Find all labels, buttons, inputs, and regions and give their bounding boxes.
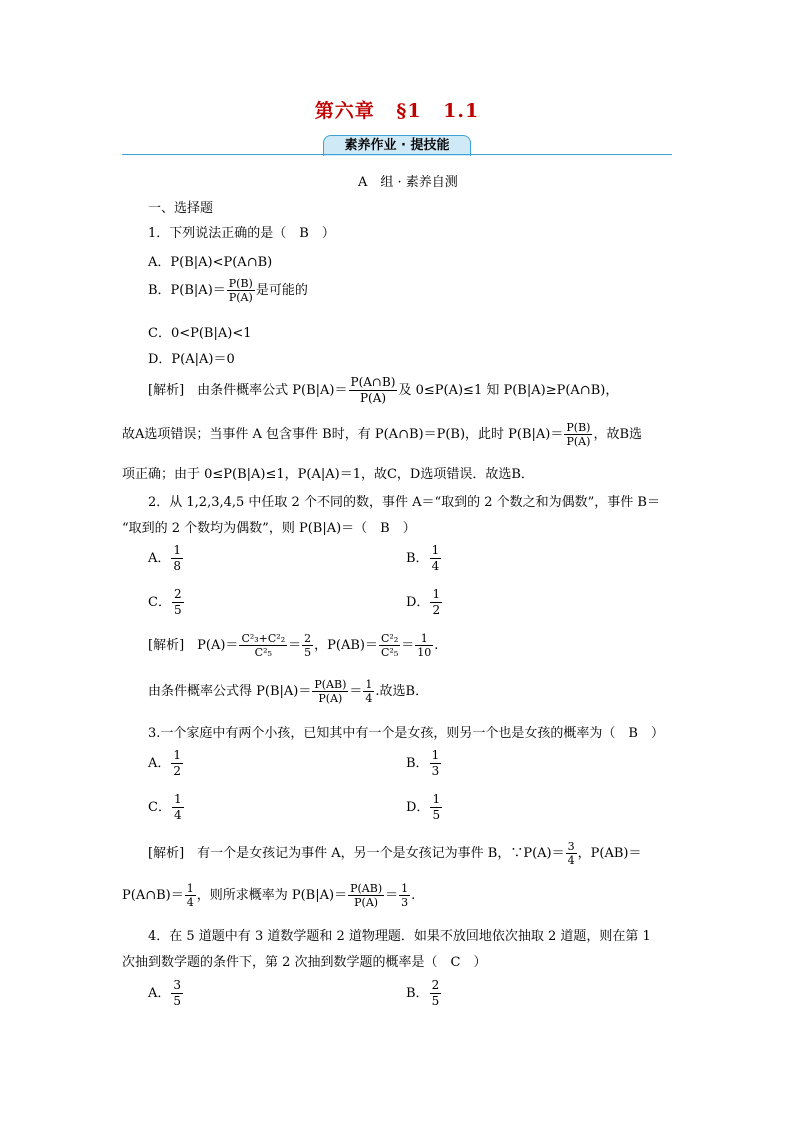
q1-option-d: D．P(A|A)＝0 <box>148 352 235 367</box>
text: [解析] 由条件概率公式 P(B|A)＝ <box>148 383 348 398</box>
fraction <box>415 632 433 659</box>
numerator: 1 <box>431 748 440 762</box>
text: ＝ <box>385 888 399 903</box>
denominator: 4 <box>173 808 182 822</box>
denominator: 4 <box>186 896 194 909</box>
numerator: 2 <box>431 978 440 992</box>
q1-option-a: A．P(B|A)<P(A∩B) <box>148 255 273 270</box>
label: B． <box>406 756 429 771</box>
fraction <box>302 632 313 659</box>
text: ＝ <box>349 684 363 699</box>
numerator: 1 <box>173 748 182 762</box>
denominator: 3 <box>401 896 409 909</box>
section-label: §1 <box>396 100 422 122</box>
denominator: 5 <box>431 994 440 1008</box>
numerator: P(AB) <box>314 678 347 691</box>
label: B． <box>406 551 429 566</box>
q3-explanation-line1 <box>148 840 641 867</box>
numerator: C²₃+C²₂ <box>241 632 286 645</box>
q3-stem: 3.一个家庭中有两个小孩，已知其中有一个是女孩，则另一个也是女孩的概率为（ B ） <box>148 726 664 741</box>
text: 故A选项错误；当事件 A 包含事件 B时，有 P(A∩B)＝P(B)，此时 P(B|A)＝ <box>122 427 564 442</box>
header-rule <box>122 154 672 155</box>
fraction <box>566 840 577 867</box>
label: D． <box>406 595 430 610</box>
q2-explanation-line1 <box>148 632 438 659</box>
numerator: 2 <box>304 632 312 645</box>
denominator: 2 <box>432 603 441 617</box>
denominator: 4 <box>567 854 575 867</box>
denominator: 8 <box>173 559 182 573</box>
numerator: 1 <box>420 632 428 645</box>
q3-explanation-line2 <box>122 882 415 909</box>
numerator: P(AB) <box>350 882 383 895</box>
denominator: 10 <box>417 646 432 659</box>
q2-option-a <box>148 543 184 574</box>
q1-option-c: C．0<P(B|A)<1 <box>148 326 252 341</box>
page-title <box>0 96 794 123</box>
text: ＝ <box>288 638 302 653</box>
denominator: P(A) <box>312 691 348 705</box>
numerator: 1 <box>173 792 182 806</box>
q2-stem-line1: 2．从 1,2,3,4,5 中任取 2 个不同的数，事件 A＝“取到的 2 个数之和为偶数”，事件 B＝ <box>148 495 660 510</box>
fraction <box>171 543 183 574</box>
q1-stem: 1．下列说法正确的是（ B ） <box>148 226 335 241</box>
numerator: P(A∩B) <box>350 375 396 389</box>
q3-option-d <box>406 792 443 823</box>
q1-explanation-line2 <box>122 421 642 448</box>
text: ，则所求概率为 P(B|A)＝ <box>196 888 348 903</box>
q2-option-d <box>406 587 443 618</box>
denominator: P(A) <box>227 290 255 304</box>
group-heading: A 组 · 素养自测 <box>358 175 458 190</box>
denominator: 5 <box>432 808 441 822</box>
text: [解析] P(A)＝ <box>148 638 239 653</box>
q4-stem-line1: 4．在 5 道题中有 3 道数学题和 2 道物理题．如果不放回地依次抽取 2 道题，则在第 1 <box>148 929 651 944</box>
fraction <box>348 882 384 909</box>
fraction <box>185 882 196 909</box>
denominator: C²₅ <box>239 645 287 659</box>
numerator: P(B) <box>566 421 591 434</box>
denominator: P(A) <box>349 390 398 406</box>
fraction <box>399 882 410 909</box>
fraction <box>349 375 398 406</box>
label: D． <box>406 800 430 815</box>
q3-option-c <box>148 792 185 823</box>
q2-option-c <box>148 587 185 618</box>
label: A． <box>148 551 171 566</box>
q1-option-b-fraction <box>227 277 255 304</box>
text: [解析] 有一个是女孩记为事件 A，另一个是女孩记为事件 B，∵P(A)＝ <box>148 846 565 861</box>
chapter-label: 第六章 <box>314 100 375 122</box>
text: . <box>434 638 439 653</box>
numerator: 1 <box>365 678 373 691</box>
label: A． <box>148 986 171 1001</box>
denominator: 5 <box>304 646 312 659</box>
denominator: 3 <box>431 764 440 778</box>
label: B． <box>406 986 429 1001</box>
fraction <box>312 678 348 705</box>
q2-explanation-line2 <box>148 678 428 705</box>
q3-option-a <box>148 748 184 779</box>
denominator: 2 <box>173 764 182 778</box>
fraction <box>171 748 183 779</box>
text: ＝ <box>401 638 415 653</box>
section-banner: 素养作业 · 提技能 <box>323 135 471 156</box>
fraction <box>430 748 442 779</box>
denominator: 4 <box>431 559 440 573</box>
denominator: P(A) <box>348 895 384 909</box>
q1-option-b <box>148 277 308 304</box>
fraction <box>430 978 442 1009</box>
numerator: 1 <box>401 882 409 895</box>
numerator: 1 <box>432 792 441 806</box>
numerator: 3 <box>173 978 182 992</box>
fraction <box>430 543 442 574</box>
q2-option-b <box>406 543 442 574</box>
numerator: 1 <box>431 543 440 557</box>
text: .故选B． <box>375 684 429 699</box>
label: A． <box>148 756 171 771</box>
numerator: 3 <box>567 840 575 853</box>
fraction <box>564 421 592 448</box>
denominator: 4 <box>365 692 373 705</box>
fraction <box>172 792 184 823</box>
q4-option-b <box>406 978 442 1009</box>
numerator: C²₂ <box>381 632 399 645</box>
denominator: 5 <box>173 603 182 617</box>
q4-stem-line2: 次抽到数学题的条件下，第 2 次抽到数学题的概率是（ C ） <box>122 955 487 970</box>
text: ，P(AB)＝ <box>314 638 378 653</box>
text: 及 0≤P(A)≤1 知 P(B|A)≥P(A∩B)， <box>398 383 619 398</box>
fraction <box>430 587 442 618</box>
text: . <box>411 888 416 903</box>
text: ，故B选 <box>593 427 643 442</box>
fraction <box>239 632 287 659</box>
numerator: 2 <box>173 587 182 601</box>
numerator: 1 <box>186 882 194 895</box>
q2-stem-line2: “取到的 2 个数均为偶数”，则 P(B|A)＝（ B ） <box>122 521 416 536</box>
q1-option-b-suffix: 是可能的 <box>255 283 308 298</box>
denominator: P(A) <box>564 434 592 448</box>
text: P(A∩B)＝ <box>122 888 184 903</box>
label: C． <box>148 595 171 610</box>
denominator: 5 <box>173 994 182 1008</box>
q3-option-b <box>406 748 442 779</box>
q1-explanation-line1 <box>148 375 618 406</box>
numerator: 1 <box>432 587 441 601</box>
numerator: 1 <box>173 543 182 557</box>
q1-option-b-text: B．P(B|A)＝ <box>148 283 226 298</box>
label: C． <box>148 800 171 815</box>
subsection-label: 1.1 <box>443 100 480 122</box>
text: 由条件概率公式得 P(B|A)＝ <box>148 684 312 699</box>
fraction <box>171 978 183 1009</box>
text: ，P(AB)＝ <box>577 846 642 861</box>
fraction <box>172 587 184 618</box>
denominator: C²₅ <box>381 646 399 659</box>
part-heading: 一、选择题 <box>148 201 214 216</box>
fraction <box>363 678 374 705</box>
numerator: P(B) <box>228 277 253 290</box>
q4-option-a <box>148 978 184 1009</box>
fraction <box>379 632 400 659</box>
fraction <box>430 792 442 823</box>
q1-explanation-line3: 项正确；由于 0≤P(B|A)≤1，P(A|A)＝1，故C，D选项错误．故选B． <box>122 467 534 482</box>
